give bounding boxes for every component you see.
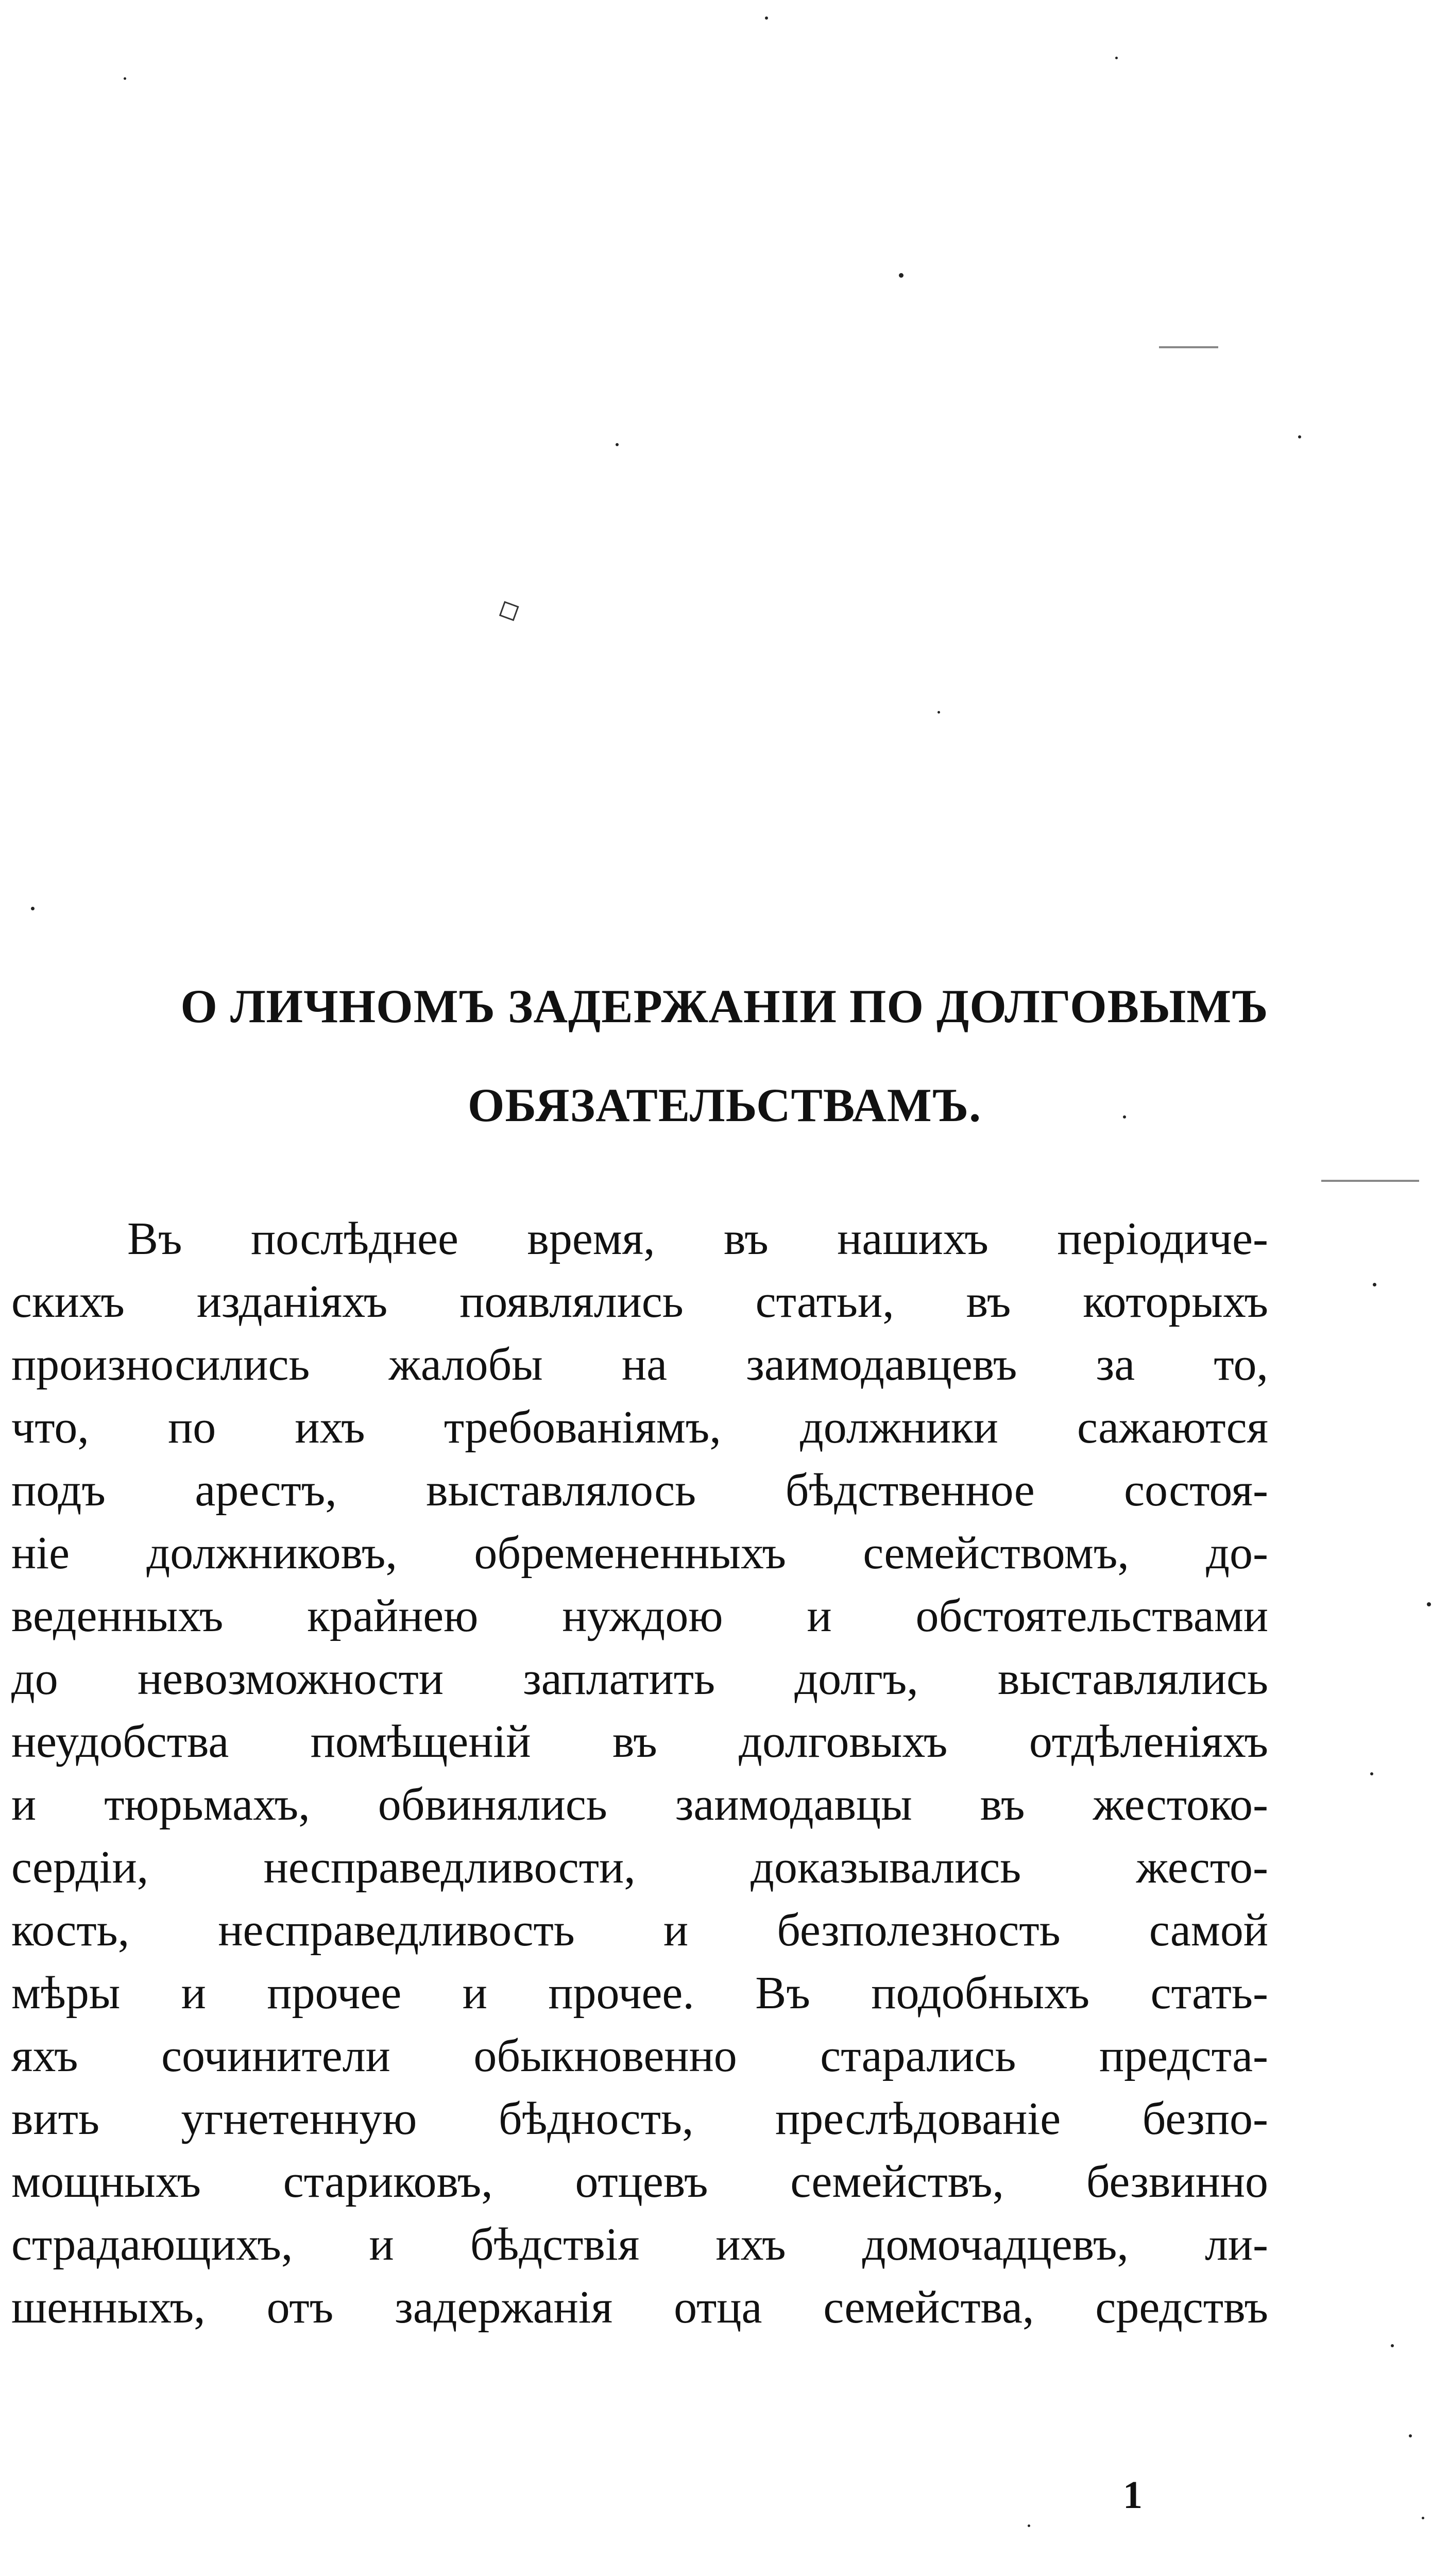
text-line: ніе должниковъ, обремененныхъ семействомъ, до- xyxy=(11,1528,1268,1579)
page-number: 1 xyxy=(1123,2473,1143,2517)
text-line: что, по ихъ требованіямъ, должники сажаются xyxy=(11,1402,1268,1453)
text-line: Въ послѣднее время, въ нашихъ періодиче- xyxy=(127,1213,1268,1264)
stray-ink-mark: ◇ xyxy=(491,589,525,630)
text-line: страдающихъ, и бѣдствія ихъ домочадцевъ, ли- xyxy=(11,2219,1268,2270)
scan-speck xyxy=(616,443,619,446)
scan-speck xyxy=(1115,57,1118,59)
text-line: сердіи, несправедливости, доказывались жесто- xyxy=(11,1842,1268,1893)
scan-speck xyxy=(1422,2517,1424,2519)
text-line: вить угнетенную бѣдность, преслѣдованіе безпо- xyxy=(11,2093,1268,2144)
scan-speck xyxy=(937,711,940,714)
text-line: мощныхъ стариковъ, отцевъ семействъ, безвинно xyxy=(11,2156,1268,2207)
scan-speck xyxy=(1373,1283,1376,1286)
scan-speck xyxy=(1298,435,1301,438)
text-line: мѣры и прочее и прочее. Въ подобныхъ стать- xyxy=(11,1968,1268,2019)
scan-speck xyxy=(1427,1602,1431,1606)
text-line: произносились жалобы на заимодавцевъ за то, xyxy=(11,1339,1268,1390)
document-title-line-2: ОБЯЗАТЕЛЬСТВАМЪ. xyxy=(467,1079,982,1131)
text-line: шенныхъ, отъ задержанія отца семейства, средствъ xyxy=(11,2282,1268,2333)
text-line: веденныхъ крайнею нуждою и обстоятельствами xyxy=(11,1590,1268,1641)
scan-speck xyxy=(765,16,768,20)
text-line: яхъ сочинители обыкновенно старались предста- xyxy=(11,2030,1268,2081)
scan-speck xyxy=(1409,2434,1412,2437)
text-line: неудобства помѣщеній въ долговыхъ отдѣленіяхъ xyxy=(11,1716,1268,1767)
scan-dash-mark xyxy=(1159,346,1218,348)
text-line: скихъ изданіяхъ появлялись статьи, въ которыхъ xyxy=(11,1276,1268,1327)
text-line: кость, несправедливость и безполезность самой xyxy=(11,1905,1268,1956)
text-line: и тюрьмахъ, обвинялись заимодавцы въ жестоко- xyxy=(11,1779,1268,1830)
text-line: подъ арестъ, выставлялось бѣдственное состоя- xyxy=(11,1465,1268,1516)
text-line: до невозможности заплатить долгъ, выставлялись xyxy=(11,1653,1268,1704)
scan-speck xyxy=(31,907,35,910)
document-title-line-1: О ЛИЧНОМЪ ЗАДЕРЖАНІИ ПО ДОЛГОВЫМЪ xyxy=(180,980,1269,1032)
scan-speck xyxy=(1028,2524,1030,2527)
scan-speck xyxy=(124,77,126,80)
scan-speck xyxy=(1370,1772,1373,1775)
scan-speck xyxy=(1391,2344,1394,2347)
scan-speck xyxy=(899,273,904,278)
scan-dash-mark xyxy=(1321,1180,1419,1182)
